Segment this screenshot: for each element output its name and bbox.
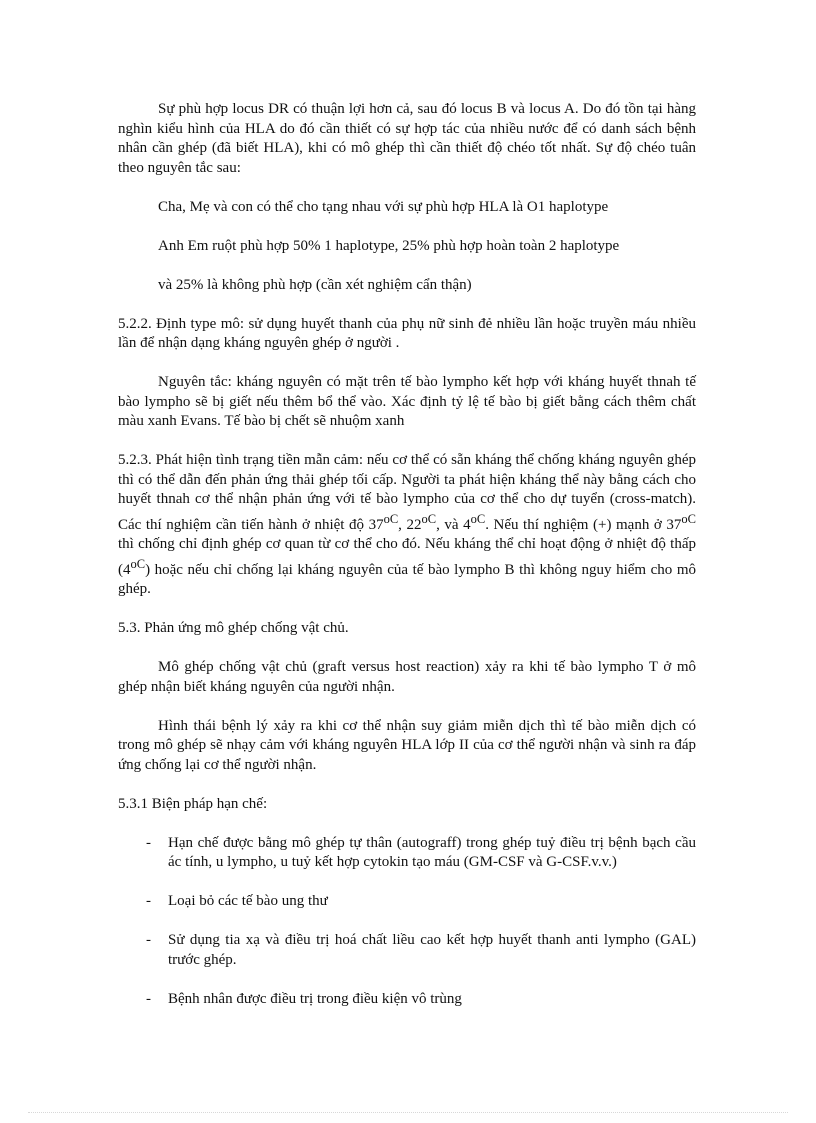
list-item-text: Sử dụng tia xạ và điều trị hoá chất liều cao kết hợp huyết thanh anti lympho (GAL) trước ghép.: [168, 932, 696, 968]
text-run: , và 4: [436, 516, 471, 533]
list-item: [118, 990, 696, 1010]
paragraph-pathology: Hình thái bệnh lý xảy ra khi cơ thể nhận suy giảm miễn dịch thì tế bào miễn dịch có trong mô ghép sẽ nhạy cảm với kháng nguyên HLA lớp II của cơ thể người nhận và sinh ra đáp ứng chống lại cơ thể người nhận.: [118, 717, 696, 773]
measures-list: [118, 834, 696, 1010]
section-heading-5-3: 5.3. Phản ứng mô ghép chống vật chủ.: [118, 620, 349, 636]
section-heading-5-3-1: 5.3.1 Biện pháp hạn chế:: [118, 795, 268, 812]
paragraph-nonmatch: và 25% là không phù hợp (cần xét nghiệm cẩn thận): [158, 276, 472, 293]
section-5-2-2: 5.2.2. Định type mô: sử dụng huyết thanh của phụ nữ sinh đẻ nhiều lần hoặc truyền máu nhiều lần để nhận dạng kháng nguyên ghép ở người .: [118, 315, 696, 351]
text-run: thì chống chỉ định ghép cơ quan từ cơ thể cho đó. Nếu kháng thể chỉ hoạt động ở nhiệt độ thấp (4: [118, 536, 696, 578]
list-item-text: Hạn chế được bằng mô ghép tự thân (autograff) trong ghép tuỷ điều trị bệnh bạch cầu ác tính, u lympho, u tuỷ kết hợp cytokin tạo máu (GM-CSF và G-CSF.v.v.): [168, 834, 696, 870]
list-item: [118, 931, 696, 970]
bullet-dash: -: [146, 932, 151, 948]
bullet-dash: -: [146, 893, 151, 909]
text-run: . Nếu thí nghiệm (+) mạnh ở 37: [485, 516, 682, 533]
page-footer-divider: [28, 1112, 788, 1113]
text-run: , 22: [398, 516, 422, 533]
superscript-degree: oC: [421, 511, 437, 526]
text-run: ) hoặc nếu chỉ chống lại kháng nguyên của tế bào lympho B thì không nguy hiểm cho mô ghép.: [118, 561, 696, 597]
section-5-2-3: [118, 451, 696, 600]
paragraph-principle: Nguyên tắc: kháng nguyên có mặt trên tế bào lympho kết hợp với kháng huyết thnah tế bào lympho sẽ bị giết nếu thêm bổ thể vào. Xác định tỷ lệ tế bào bị giết bằng cách thêm chất màu xanh Evans. Tế bào bị chết sẽ nhuộm xanh: [118, 374, 696, 429]
superscript-degree: oC: [681, 511, 696, 526]
paragraph-siblings: Anh Em ruột phù hợp 50% 1 haplotype, 25% phù hợp hoàn toàn 2 haplotype: [158, 237, 620, 254]
paragraph-gvhr: Mô ghép chống vật chủ (graft versus host reaction) xảy ra khi tế bào lympho T ở mô ghép nhận biết kháng nguyên của người nhận.: [118, 659, 696, 695]
document-page: [118, 100, 696, 1029]
superscript-degree: oC: [470, 511, 486, 526]
text-run: 5.2.3. Phát hiện tình trạng tiền mẫn cảm: nếu cơ thể có sẵn kháng thể chống kháng nguyên ghép thì có thể dẫn đến phản ứng thải ghép tối cấp. Người ta phát hiện kháng thể này bằng cách cho huyết thnah cơ thể nhận phản ứng với tế bào lympho của cơ thể cho dự tuyển (cross-match). Các thí nghiệm cần tiến hành ở nhiệt độ 37: [118, 452, 696, 533]
list-item-text: Loại bỏ các tế bào ung thư: [168, 893, 328, 909]
bullet-dash: -: [146, 834, 151, 851]
paragraph-parents: Cha, Mẹ và con có thể cho tạng nhau với sự phù hợp HLA là O1 haplotype: [158, 198, 609, 215]
superscript-degree: oC: [383, 511, 399, 526]
list-item: [118, 834, 696, 873]
paragraph-hla-matching: Sự phù hợp locus DR có thuận lợi hơn cả, sau đó locus B và locus A. Do đó tồn tại hàng nghìn kiểu hình của HLA do đó cần thiết có sự hợp tác của nhiều nước để có danh sách bệnh nhân cần ghép (đã biết HLA), khi có mô ghép thì cần thiết độ chéo tốt nhất. Sự độ chéo tuân theo nguyên tắc sau:: [118, 101, 696, 176]
list-item-text: Bệnh nhân được điều trị trong điều kiện vô trùng: [168, 990, 462, 1007]
list-item: [118, 892, 696, 912]
superscript-degree: oC: [130, 556, 146, 571]
bullet-dash: -: [146, 990, 151, 1007]
